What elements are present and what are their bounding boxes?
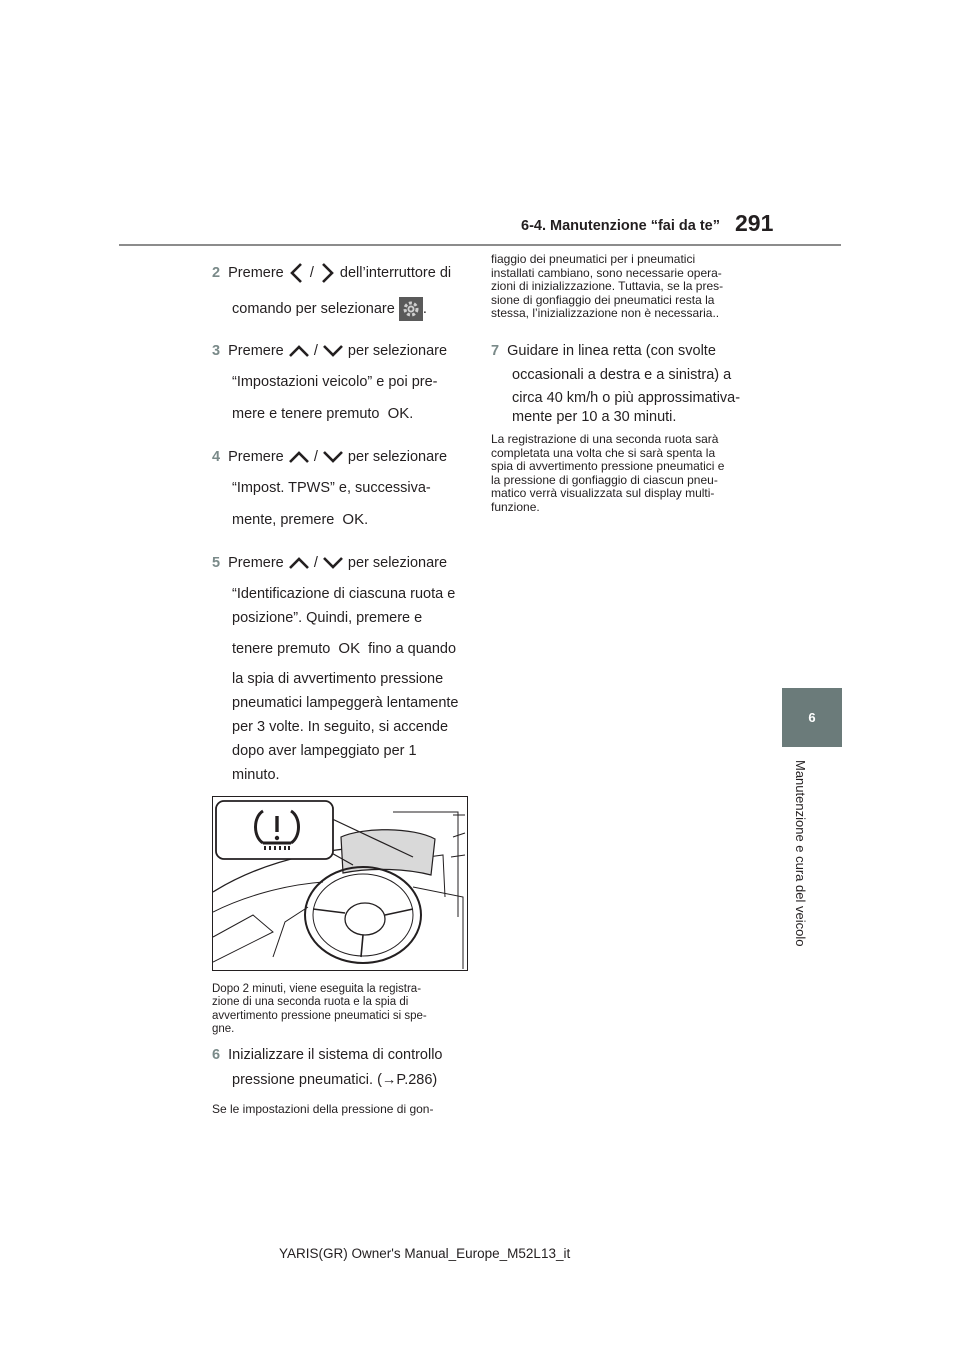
step-7-text-a: Guidare in linea retta (con svolte [507,343,716,359]
caption-line: Dopo 2 minuti, viene eseguita la registra- [212,983,422,995]
step-5-text-d: fino a quando [368,641,457,657]
chevron-down-icon [322,344,344,358]
note-left: Se le impostazioni della pressione di gon- [212,1102,434,1116]
step-4-text-a: Premere [228,449,284,465]
step-3-line-1 [212,339,447,363]
ok-icon: OK [387,405,410,422]
step-2-text-a: Premere [228,265,284,281]
step-5-line-2: “Identificazione di ciascuna ruota e [232,586,456,602]
note-line: La registrazione di una seconda ruota sarà [491,432,719,446]
page-number: 291 [735,210,774,236]
caption-line: avvertimento pressione pneumatici si spe- [212,1009,427,1022]
chevron-up-icon [288,556,310,570]
note-right-bottom [491,433,761,515]
chevron-down-icon [322,556,344,570]
step-2-text-c: comando per selezionare [232,301,395,317]
note-line: funzione. [491,499,540,514]
chapter-title-text: Manutenzione e cura del veicolo [793,760,808,947]
note-line: matico verrà visualizzata sul display multi- [491,486,715,501]
step-2-number: 2 [212,265,221,281]
note-line: zioni di inizializzazione. Tuttavia, se la pres- [491,279,724,294]
step-4-line-2: “Impost. TPWS” e, successiva- [232,480,431,496]
step-2-line-1 [212,261,451,285]
step-4-text-b: per selezionare [347,449,448,465]
step-5-line-4 [232,637,456,661]
step-3-number: 3 [212,343,221,359]
dashboard-illustration [212,796,468,971]
ok-icon: OK [338,640,361,657]
step-7-line-1 [491,339,716,363]
step-5-text-b: per selezionare [347,555,448,571]
step-2-text-d: . [422,301,427,317]
step-4-separator: / [313,449,318,465]
step-7-line-4: mente per 10 a 30 minuti. [512,409,677,425]
note-line: completata una volta che si sarà spenta la [491,445,716,460]
section-title: 6-4. Manutenzione “fai da te” [521,218,720,234]
note-line: sione di gonfiaggio dei pneumatici resta la [491,292,715,307]
step-7-line-3: circa 40 km/h o più approssimativa- [512,390,741,406]
step-6-line-2: pressione pneumatici. (→P.286) [232,1072,438,1088]
step-4-text-d: . [364,512,369,528]
step-2-line-2 [232,297,427,321]
step-5-line-8: dopo aver lampeggiato per 1 [232,743,417,759]
step-4-line-3 [232,508,368,532]
step-3-line-3 [232,402,413,426]
caption-line: zione di una seconda ruota e la spia di [212,996,409,1009]
step-5-line-9: minuto. [232,767,280,783]
chapter-tab [782,688,842,747]
chevron-left-icon [288,262,306,284]
step-3-text-d: . [409,406,414,422]
step-5-line-7: per 3 volte. In seguito, si accende [232,719,449,735]
chevron-down-icon [322,450,344,464]
dashboard-drawing [213,797,466,969]
chevron-up-icon [288,450,310,464]
step-5-line-6: pneumatici lampeggerà lentamente [232,695,459,711]
note-line: fiaggio dei pneumatici per i pneumatici [491,252,696,266]
step-4-number: 4 [212,449,221,465]
step-5-text-c: tenere premuto [232,641,331,657]
gear-icon [399,297,423,321]
step-3-text-b: per selezionare [347,343,448,359]
step-7-number: 7 [491,343,500,359]
step-5-line-3: posizione”. Quindi, premere e [232,610,423,626]
step-2-text-b: dell’interruttore di [339,265,452,281]
step-6-number: 6 [212,1047,221,1063]
chapter-number: 6 [808,710,816,725]
step-7-line-2: occasionali a destra e a sinistra) a [512,367,732,383]
step-6-line-1 [212,1043,443,1067]
ok-icon: OK [342,511,365,528]
step-2-separator: / [309,265,314,281]
illustration-caption [212,983,468,1037]
step-5-separator: / [313,555,318,571]
step-3-line-2: “Impostazioni veicolo” e poi pre- [232,374,438,390]
chapter-title [793,760,813,960]
step-4-line-1 [212,445,447,469]
footer-manual-id: YARIS(GR) Owner's Manual_Europe_M52L13_it [279,1246,571,1261]
note-line: spia di avvertimento pressione pneumatici e [491,459,725,474]
step-4-text-c: mente, premere [232,512,335,528]
header-rule [119,244,841,246]
step-5-text-a: Premere [228,555,284,571]
chevron-right-icon [318,262,336,284]
step-6-text-a: Inizializzare il sistema di controllo [228,1047,443,1063]
step-3-text-a: Premere [228,343,284,359]
note-right-top [491,253,761,321]
note-line: installati cambiano, sono necessarie opera- [491,265,722,280]
caption-line: gne. [212,1023,235,1036]
note-line: stessa, l’inizializzazione non è necessaria.. [491,306,720,321]
step-5-line-1 [212,551,447,575]
note-line: la pressione di gonfiaggio di ciascun pneu- [491,472,718,487]
step-5-line-5: la spia di avvertimento pressione [232,671,444,687]
step-5-number: 5 [212,555,221,571]
chevron-up-icon [288,344,310,358]
step-3-separator: / [313,343,318,359]
step-3-text-c: mere e tenere premuto [232,406,380,422]
